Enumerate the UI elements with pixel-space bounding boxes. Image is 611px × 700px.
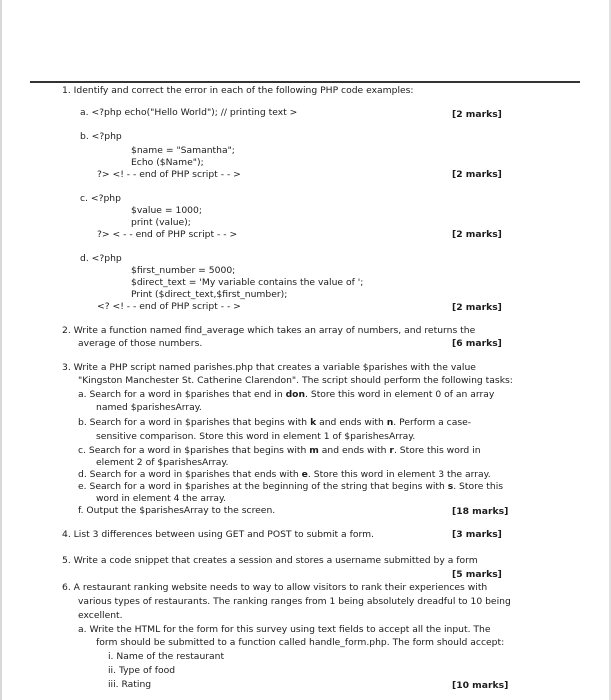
top-rule	[30, 81, 580, 83]
q6a-item-iii: iii. Rating	[108, 679, 152, 690]
q1c-open: c. <?php	[80, 193, 121, 204]
q6a-item-i: i. Name of the restaurant	[108, 651, 225, 662]
q3e-line1: e. Search for a word in $parishes at the beginning of the string that begins with s. Store this	[78, 481, 504, 492]
q6-line1: 6. A restaurant ranking website needs to way to allow visitors to rank their experiences with	[62, 582, 488, 593]
q1b-line2: Echo ($Name");	[131, 157, 204, 168]
q6-line2: various types of restaurants. The ranking ranges from 1 being absolutely dreadful to 10 being	[78, 596, 511, 607]
q6-marks: [10 marks]	[452, 680, 509, 691]
q3-line1: 3. Write a PHP script named parishes.php that creates a variable $parishes with the value	[62, 362, 476, 373]
q4-line: 4. List 3 differences between using GET and POST to submit a form.	[62, 529, 374, 540]
q1c-line2: print (value);	[131, 217, 191, 228]
q3d-line1: d. Search for a word in $parishes that ends with e. Store this word in element 3 the array.	[78, 469, 491, 480]
q2-line2: average of those numbers.	[78, 338, 203, 349]
q1d-line3: Print ($direct_text,$first_number);	[131, 289, 288, 300]
q1a-code: a. <?php echo("Hello World"); // printing text >	[80, 107, 298, 118]
q3-marks: [18 marks]	[452, 506, 509, 517]
q6a-item-ii: ii. Type of food	[108, 665, 176, 676]
q2-line1: 2. Write a function named find_average which takes an array of numbers, and returns the	[62, 325, 476, 336]
q1d-line4: <? <! - - end of PHP script - - >	[97, 301, 241, 312]
q3c-line1: c. Search for a word in $parishes that begins with m and ends with r. Store this word in	[78, 445, 481, 456]
q5-marks: [5 marks]	[452, 569, 502, 580]
q3e-line2: word in element 4 the array.	[96, 493, 227, 504]
q1b-marks: [2 marks]	[452, 169, 502, 180]
page-edge-left	[0, 0, 2, 700]
q2-marks: [6 marks]	[452, 338, 502, 349]
q3a-line2: named $parishesArray.	[96, 402, 202, 413]
q1d-marks: [2 marks]	[452, 302, 502, 313]
q1d-line1: $first_number = 5000;	[131, 265, 236, 276]
q3b-line1: b. Search for a word in $parishes that begins with k and ends with n. Perform a case-	[78, 417, 472, 428]
q3a-line1: a. Search for a word in $parishes that end in don. Store this word in element 0 of an array	[78, 389, 495, 400]
q6-line3: excellent.	[78, 610, 123, 621]
q1a-marks: [2 marks]	[452, 109, 502, 120]
q1d-line2: $direct_text = 'My variable contains the value of ';	[131, 277, 364, 288]
q6a-line1: a. Write the HTML for the form for this survey using text fields to accept all the input. The	[78, 624, 491, 635]
q1-title: 1. Identify and correct the error in each of the following PHP code examples:	[62, 85, 414, 96]
q5-line: 5. Write a code snippet that creates a session and stores a username submitted by a form	[62, 555, 478, 566]
q3c-line2: element 2 of $parishesArray.	[96, 457, 229, 468]
q1c-marks: [2 marks]	[452, 229, 502, 240]
q1b-open: b. <?php	[80, 131, 122, 142]
q1c-line1: $value = 1000;	[131, 205, 202, 216]
q3f-line1: f. Output the $parishesArray to the screen.	[78, 505, 276, 516]
q3-line2: "Kingston Manchester St. Catherine Clarendon". The script should perform the following tasks:	[78, 375, 513, 386]
q1d-open: d. <?php	[80, 253, 122, 264]
q1b-line1: $name = "Samantha";	[131, 145, 235, 156]
q6a-line2: form should be submitted to a function called handle_form.php. The form should accept:	[96, 637, 505, 648]
q3b-line2: sensitive comparison. Store this word in element 1 of $parishesArray.	[96, 431, 416, 442]
q4-marks: [3 marks]	[452, 529, 502, 540]
q1b-line3: ?> <! - - end of PHP script - - >	[97, 169, 241, 180]
q1c-line3: ?> < - - end of PHP script - - >	[97, 229, 238, 240]
